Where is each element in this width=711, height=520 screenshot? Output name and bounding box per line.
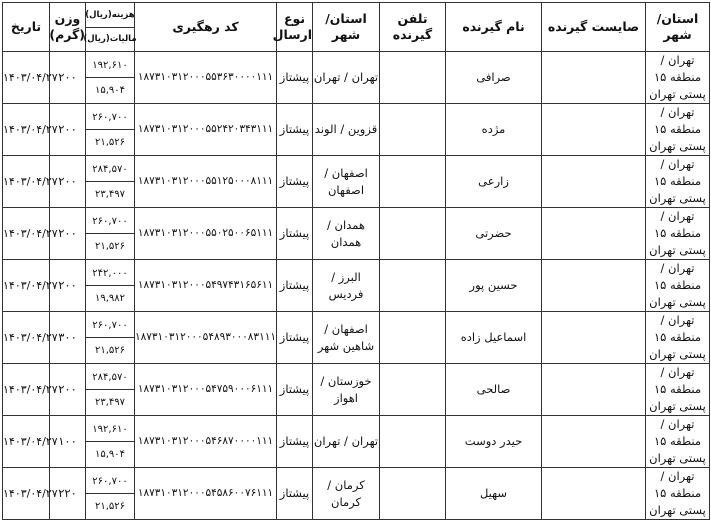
tax-value: ۱۵,۹۰۴ xyxy=(94,448,126,460)
cell-destination: خوزستان / اهواز xyxy=(313,364,380,416)
cell-sender xyxy=(542,416,646,468)
cell-weight: ۱۰۰ xyxy=(50,416,86,468)
cell-date: ۱۴۰۳/۰۴/۲۷ xyxy=(3,52,50,104)
cell-weight: ۲۲۰ xyxy=(50,468,86,520)
cell-origin: تهران / منطقه ۱۵ پستی تهران xyxy=(646,312,710,364)
table-row xyxy=(3,468,710,520)
table-row xyxy=(3,208,710,260)
cell-weight: ۲۰۰ xyxy=(50,52,86,104)
cell-tracking: ۱۸۷۳۱۰۳۱۲۰۰۰۵۴۸۹۳۰۰۰۸۳۱۱۱ xyxy=(135,312,277,364)
cell-date: ۱۴۰۳/۰۴/۲۷ xyxy=(3,104,50,156)
cell-origin: تهران / منطقه ۱۵ پستی تهران xyxy=(646,104,710,156)
cell-receiver-name: حیدر دوست xyxy=(446,416,542,468)
cell-receiver-name: حضرتی xyxy=(446,208,542,260)
table-row xyxy=(3,416,710,468)
cell-sender xyxy=(542,52,646,104)
cell-tracking: ۱۸۷۳۱۰۳۱۲۰۰۰۵۴۵۸۶۰۰۷۶۱۱۱ xyxy=(135,468,277,520)
cell-date: ۱۴۰۳/۰۴/۲۷ xyxy=(3,416,50,468)
table-row xyxy=(3,104,710,156)
cell-origin: تهران / منطقه ۱۵ پستی تهران xyxy=(646,416,710,468)
cell-receiver-phone xyxy=(380,364,446,416)
cell-sender xyxy=(542,260,646,312)
tax-value: ۱۵,۹۰۴ xyxy=(94,84,126,96)
cell-cost xyxy=(86,416,135,468)
cell-destination: البرز / فردیس xyxy=(313,260,380,312)
table-row xyxy=(3,260,710,312)
header-receiver-phone: تلفن گیرنده xyxy=(380,3,446,52)
cell-receiver-phone xyxy=(380,156,446,208)
cell-tracking: ۱۸۷۳۱۰۳۱۲۰۰۰۵۵۱۲۵۰۰۰۸۱۱۱ xyxy=(135,156,277,208)
header-receiver-name: نام گیرنده xyxy=(446,3,542,52)
cell-send-type: پیشتاز xyxy=(277,416,313,468)
cell-destination: تهران / تهران xyxy=(313,52,380,104)
header-tracking: کد رهگیری xyxy=(135,3,277,52)
cell-receiver-phone xyxy=(380,312,446,364)
cell-receiver-phone xyxy=(380,208,446,260)
cell-receiver-name: مژده xyxy=(446,104,542,156)
cell-origin: تهران / منطقه ۱۵ پستی تهران xyxy=(646,364,710,416)
header-destination: استان/ شهر xyxy=(313,3,380,52)
header-cost xyxy=(83,3,137,52)
cell-weight: ۲۰۰ xyxy=(50,156,86,208)
cell-cost xyxy=(86,364,135,416)
cell-date: ۱۴۰۳/۰۴/۲۷ xyxy=(3,364,50,416)
table-row xyxy=(3,312,710,364)
cell-send-type: پیشتاز xyxy=(277,156,313,208)
cell-destination: کرمان / کرمان xyxy=(313,468,380,520)
cell-receiver-phone xyxy=(380,416,446,468)
header-cost-top: هزینه(ریال) xyxy=(86,4,134,28)
cell-origin: تهران / منطقه ۱۵ پستی تهران xyxy=(646,468,710,520)
cell-sender xyxy=(542,312,646,364)
cell-tracking: ۱۸۷۳۱۰۳۱۲۰۰۰۵۴۷۵۹۰۰۰۶۱۱۱ xyxy=(135,364,277,416)
table-row xyxy=(3,52,710,104)
header-weight: وزن (گرم) xyxy=(50,3,86,52)
cell-weight: ۲۰۰ xyxy=(50,104,86,156)
cell-cost xyxy=(86,104,135,156)
header-date: تاریخ xyxy=(3,3,50,52)
cost-value: ۲۶۰,۷۰۰ xyxy=(86,313,134,338)
header-send-type: نوع ارسال xyxy=(277,3,313,52)
tax-value: ۱۹,۹۸۲ xyxy=(94,292,126,304)
header-cost-bottom: مالیات(ریال) xyxy=(83,33,137,44)
tax-value: ۲۳,۴۹۷ xyxy=(94,188,126,200)
table-row xyxy=(3,156,710,208)
cell-cost xyxy=(86,52,135,104)
cell-tracking: ۱۸۷۳۱۰۳۱۲۰۰۰۵۵۳۶۳۰۰۰۰۱۱۱ xyxy=(135,52,277,104)
cell-date: ۱۴۰۳/۰۴/۲۷ xyxy=(3,260,50,312)
cell-receiver-name: صالحی xyxy=(446,364,542,416)
cost-value: ۲۶۰,۷۰۰ xyxy=(86,105,134,130)
cell-send-type: پیشتاز xyxy=(277,468,313,520)
cell-send-type: پیشتاز xyxy=(277,364,313,416)
cell-receiver-phone xyxy=(380,468,446,520)
cell-origin: تهران / منطقه ۱۵ پستی تهران xyxy=(646,156,710,208)
cell-destination: اصفهان / شاهین شهر xyxy=(313,312,380,364)
cell-weight: ۲۰۰ xyxy=(50,260,86,312)
tax-value: ۲۱,۵۲۶ xyxy=(94,500,126,512)
tax-value: ۲۱,۵۲۶ xyxy=(94,240,126,252)
cell-sender xyxy=(542,468,646,520)
cell-weight: ۲۰۰ xyxy=(50,208,86,260)
cell-send-type: پیشتاز xyxy=(277,208,313,260)
cell-receiver-phone xyxy=(380,260,446,312)
cell-receiver-name: حسین پور xyxy=(446,260,542,312)
cell-receiver-phone xyxy=(380,104,446,156)
cell-cost xyxy=(86,208,135,260)
cell-tracking: ۱۸۷۳۱۰۳۱۲۰۰۰۵۵۲۴۲۰۳۴۳۱۱۱ xyxy=(135,104,277,156)
cell-sender xyxy=(542,104,646,156)
cell-send-type: پیشتاز xyxy=(277,260,313,312)
cell-origin: تهران / منطقه ۱۵ پستی تهران xyxy=(646,260,710,312)
cost-value: ۲۶۰,۷۰۰ xyxy=(86,209,134,234)
cell-send-type: پیشتاز xyxy=(277,52,313,104)
cell-receiver-name: صرافی xyxy=(446,52,542,104)
cell-receiver-name: اسماعیل زاده xyxy=(446,312,542,364)
header-sender: صایست گیرنده xyxy=(542,3,646,52)
cost-value: ۲۴۲,۰۰۰ xyxy=(86,261,134,286)
cell-destination: تهران / تهران xyxy=(313,416,380,468)
cost-value: ۱۹۲,۶۱۰ xyxy=(86,417,134,442)
cell-cost xyxy=(86,260,135,312)
cell-cost xyxy=(86,312,135,364)
cell-destination: اصفهان / اصفهان xyxy=(313,156,380,208)
cost-value: ۱۹۲,۶۱۰ xyxy=(86,53,134,78)
cell-sender xyxy=(542,156,646,208)
cell-cost xyxy=(86,156,135,208)
cell-sender xyxy=(542,364,646,416)
tax-value: ۲۱,۵۲۶ xyxy=(94,344,126,356)
table-row xyxy=(3,364,710,416)
cell-tracking: ۱۸۷۳۱۰۳۱۲۰۰۰۵۴۶۸۷۰۰۰۰۱۱۱ xyxy=(135,416,277,468)
cell-origin: تهران / منطقه ۱۵ پستی تهران xyxy=(646,52,710,104)
cost-value: ۲۶۰,۷۰۰ xyxy=(86,469,134,494)
tax-value: ۲۱,۵۲۶ xyxy=(94,136,126,148)
table-header-row xyxy=(3,3,710,52)
tax-value: ۲۳,۴۹۷ xyxy=(94,396,126,408)
cell-origin: تهران / منطقه ۱۵ پستی تهران xyxy=(646,208,710,260)
cell-send-type: پیشتاز xyxy=(277,312,313,364)
cell-cost xyxy=(86,468,135,520)
cell-date: ۱۴۰۳/۰۴/۲۷ xyxy=(3,156,50,208)
cell-receiver-name: زارعی xyxy=(446,156,542,208)
cell-destination: همدان / همدان xyxy=(313,208,380,260)
header-origin: استان/ شهر xyxy=(646,3,710,52)
cell-receiver-phone xyxy=(380,52,446,104)
shipments-table xyxy=(2,2,710,520)
cell-receiver-name: سهیل xyxy=(446,468,542,520)
cost-value: ۲۸۴,۵۷۰ xyxy=(86,365,134,390)
cost-value: ۲۸۴,۵۷۰ xyxy=(86,157,134,182)
cell-date: ۱۴۰۳/۰۴/۲۷ xyxy=(3,312,50,364)
cell-destination: قزوین / الوند xyxy=(313,104,380,156)
table-body xyxy=(3,52,710,520)
cell-weight: ۲۰۰ xyxy=(50,364,86,416)
cell-weight: ۳۰۰ xyxy=(50,312,86,364)
cell-tracking: ۱۸۷۳۱۰۳۱۲۰۰۰۵۵۰۲۵۰۰۶۵۱۱۱ xyxy=(135,208,277,260)
cell-date: ۱۴۰۳/۰۴/۲۷ xyxy=(3,468,50,520)
cell-send-type: پیشتاز xyxy=(277,104,313,156)
cell-date: ۱۴۰۳/۰۴/۲۷ xyxy=(3,208,50,260)
cell-tracking: ۱۸۷۳۱۰۳۱۲۰۰۰۵۴۹۷۴۳۱۶۵۶۱۱ xyxy=(135,260,277,312)
cell-sender xyxy=(542,208,646,260)
